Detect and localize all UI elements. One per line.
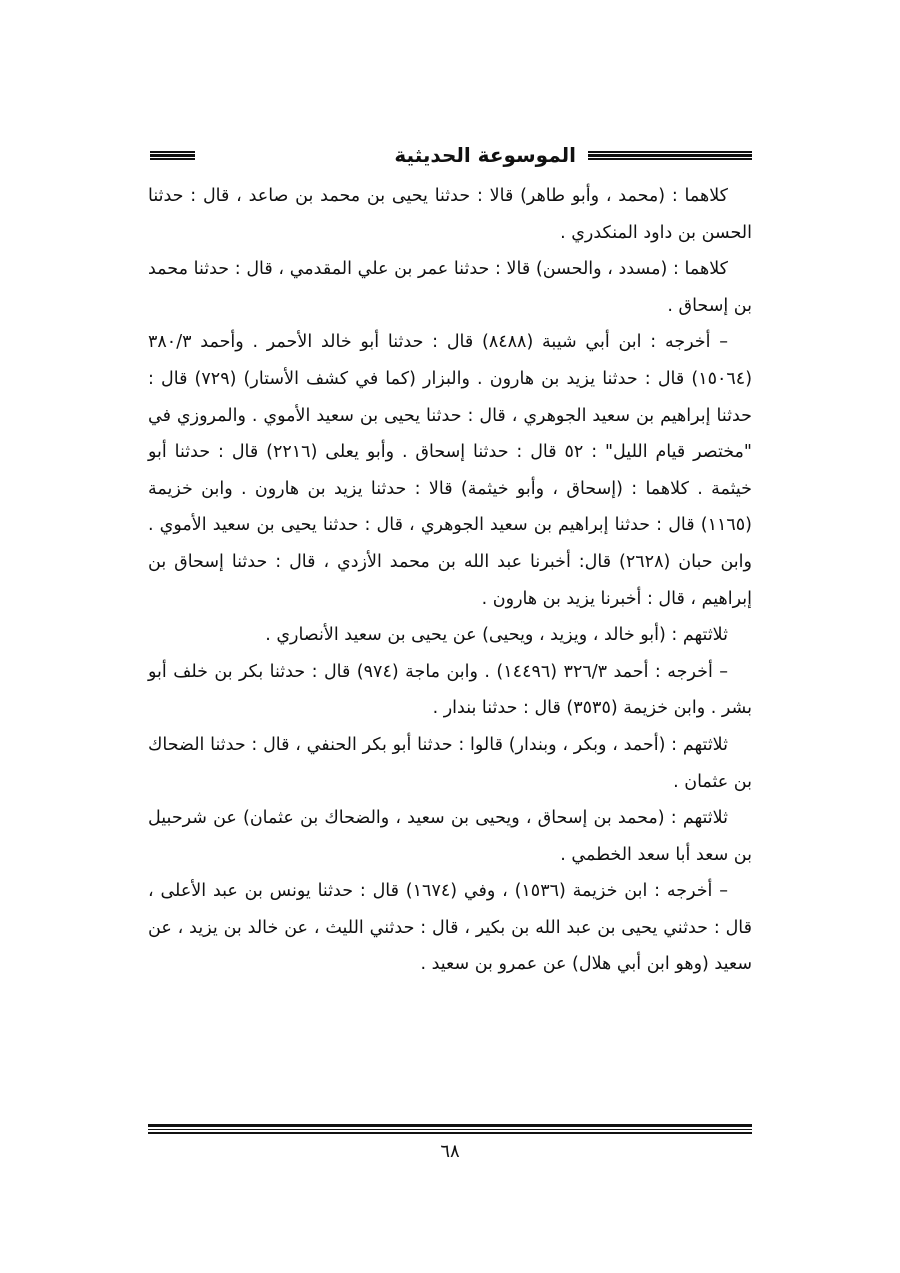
header-rule-left: [150, 151, 195, 160]
paragraph: – أخرجه : ابن أبي شيبة (٨٤٨٨) قال : حدثنا أبو خالد الأحمر . وأحمد ٣٨٠/٣ (١٥٠٦٤) قال : حدثنا يزيد بن هارون . والبزار (كما في كشف الأستار) (٧٢٩) قال : حدثنا إبراهيم بن سعيد الجوهري ، قال : حدثنا يحيى بن سعيد الأموي . والمروزي في "مختصر قيام الليل" : ٥٢ قال : حدثنا إسحاق . وأبو يعلى (٢٢١٦) قال : حدثنا أبو خيثمة . كلاهما : (إسحاق ، وأبو خيثمة) قالا : حدثنا يزيد بن هارون . وابن خزيمة (١١٦٥) قال : حدثنا إبراهيم بن سعيد الجوهري ، قال : حدثنا يحيى بن سعيد الأموي . وابن حبان (٢٦٢٨) قال: أخبرنا عبد الله بن محمد الأزدي ، قال : حدثنا إسحاق بن إبراهيم ، قال : أخبرنا يزيد بن هارون .: [148, 332, 753, 609]
footer-rule: [148, 1124, 752, 1134]
paragraph: ثلاثتهم : (محمد بن إسحاق ، ويحيى بن سعيد ، والضحاك بن عثمان) عن شرحبيل بن سعد أبا سعد الخطمي .: [148, 808, 752, 865]
main-text: [148, 178, 752, 983]
paragraph: – أخرجه : أحمد ٣٢٦/٣ (١٤٤٩٦) . وابن ماجة (٩٧٤) قال : حدثنا بكر بن خلف أبو بشر . وابن خزيمة (٣٥٣٥) قال : حدثنا بندار .: [148, 661, 752, 719]
paragraph: ثلاثتهم : (أحمد ، وبكر ، وبندار) قالوا : حدثنا أبو بكر الحنفي ، قال : حدثنا الضحاك بن عثمان .: [148, 734, 752, 792]
page-number: ٦٨: [440, 1141, 460, 1162]
header-rule-right: [588, 151, 752, 160]
paragraph: ثلاثتهم : (أبو خالد ، ويزيد ، ويحيى) عن يحيى بن سعيد الأنصاري .: [265, 625, 728, 646]
page-title: الموسوعة الحديثية: [394, 143, 576, 167]
paragraph: – أخرجه : ابن خزيمة (١٥٣٦) ، وفي (١٦٧٤) قال : حدثنا يونس بن عبد الأعلى ، قال : حدثني يحيى بن عبد الله بن بكير ، قال : حدثني الليث ، عن خالد بن يزيد ، عن سعيد (وهو ابن أبي هلال) عن عمرو بن سعيد .: [148, 881, 752, 975]
paragraph: كلاهما : (محمد ، وأبو طاهر) قالا : حدثنا يحيى بن محمد بن صاعد ، قال : حدثنا الحسن بن داود المنكدري .: [148, 186, 752, 243]
page-header: [150, 140, 752, 170]
paragraph: كلاهما : (مسدد ، والحسن) قالا : حدثنا عمر بن علي المقدمي ، قال : حدثنا محمد بن إسحاق .: [148, 259, 752, 316]
